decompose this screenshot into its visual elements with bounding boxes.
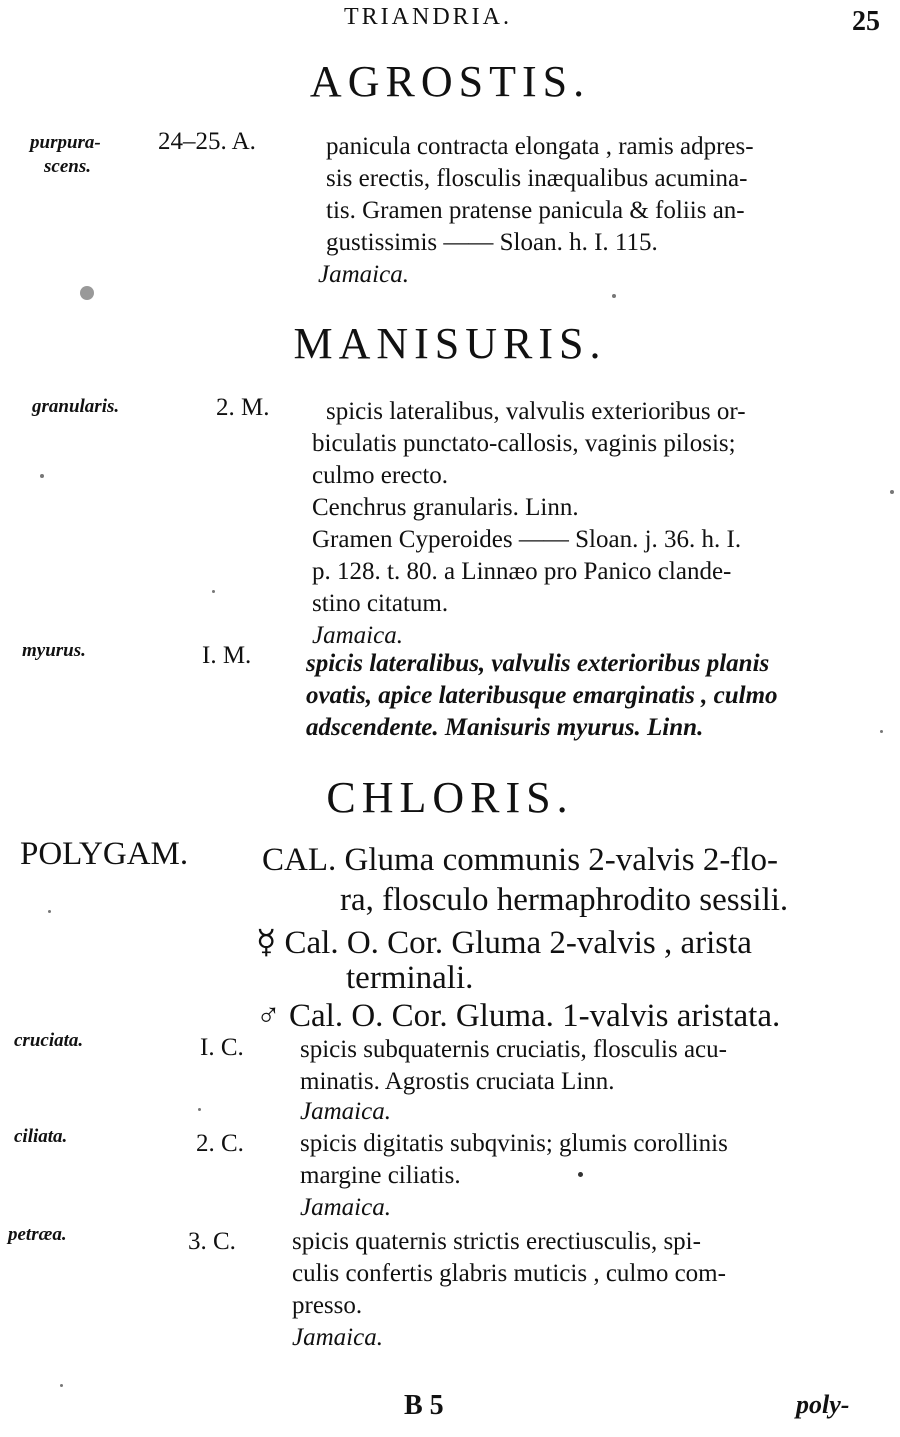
species-text-line: panicula contracta elongata , ramis adpres- [326,133,754,160]
species-number: 2. M. [216,394,270,421]
species-text-line: p. 128. t. 80. a Linnæo pro Panico clande- [312,558,732,585]
species-epithet: cruciata. [14,1030,84,1051]
paper-speck [612,294,616,298]
species-epithet: myurus. [22,640,86,661]
genus-description-line: ♂ Cal. O. Cor. Gluma. 1-valvis aristata. [256,998,781,1034]
species-text-line: adscendente. Manisuris myurus. Linn. [306,714,704,741]
species-text-line: Cenchrus granularis. Linn. [312,494,579,521]
species-text-line: spicis subquaternis cruciatis, flosculis acu- [300,1036,727,1063]
species-locality: Jamaica. [300,1098,391,1125]
paper-speck [40,474,44,478]
paper-speck [80,286,94,300]
species-number: I. M. [202,642,252,669]
species-number: 24–25. A. [158,128,256,155]
species-epithet: scens. [44,156,91,177]
species-number: I. C. [200,1034,244,1061]
paper-speck [212,590,215,593]
species-locality: Jamaica. [300,1194,391,1221]
species-text-line: spicis digitatis subqvinis; glumis corollinis [300,1130,728,1157]
species-locality: Jamaica. [292,1324,383,1351]
species-text-line: gustissimis —— Sloan. h. I. 115. [326,229,658,256]
running-header [0,0,900,40]
paper-speck [198,1108,201,1111]
species-epithet: granularis. [32,396,120,417]
signature-mark: B 5 [404,1390,444,1421]
species-text-line: presso. [292,1292,363,1319]
catchword: poly- [796,1390,850,1419]
genus-description-line: terminali. [346,960,474,996]
species-number: 2. C. [196,1130,244,1157]
species-epithet: ciliata. [14,1126,68,1147]
species-text-line: stino citatum. [312,590,449,617]
genus-heading-chloris: CHLORIS. [326,773,574,822]
genus-description-line: CAL. Gluma communis 2-valvis 2-flo- [262,842,779,878]
species-text-line: culis confertis glabris muticis , culmo com- [292,1260,726,1287]
species-text-line: spicis lateralibus, valvulis exterioribus or- [326,398,746,425]
paper-speck [578,1172,583,1177]
species-text-line: minatis. Agrostis cruciata Linn. [300,1068,615,1095]
species-text-line: ovatis, apice lateribusque emarginatis , culmo [306,682,778,709]
genus-heading-manisuris: MANISURIS. [293,319,607,368]
species-text-line: spicis lateralibus, valvulis exterioribus planis [306,650,770,677]
species-text-line: Gramen Cyperoides —— Sloan. j. 36. h. I. [312,526,742,553]
paper-speck [880,730,883,733]
class-label: POLYGAM. [20,836,189,872]
genus-description-line: ra, flosculo hermaphrodito sessili. [340,882,789,918]
species-text-line: spicis quaternis strictis erectiusculis, spi- [292,1228,701,1255]
paper-speck [890,490,894,494]
page-number: 25 [852,6,880,37]
paper-speck [48,910,51,913]
species-text-line: tis. Gramen pratense panicula & foliis an- [326,197,745,224]
paper-speck [60,1384,63,1387]
genus-heading-agrostis: AGROSTIS. [309,57,591,106]
running-header-title: TRIANDRIA. [344,4,512,30]
species-text-line: culmo erecto. [312,462,449,489]
species-text-line: sis erectis, flosculis inæqualibus acumina- [326,165,748,192]
species-locality: Jamaica. [312,622,403,649]
species-text-line: margine ciliatis. [300,1162,461,1189]
species-number: 3. C. [188,1228,236,1255]
genus-description-line: ☿ Cal. O. Cor. Gluma 2-valvis , arista [256,925,752,961]
species-text-line: biculatis punctato-callosis, vaginis pilosis; [312,430,736,457]
species-epithet: petræa. [8,1224,67,1245]
species-epithet: purpura- [30,132,101,153]
species-locality: Jamaica. [318,261,409,288]
